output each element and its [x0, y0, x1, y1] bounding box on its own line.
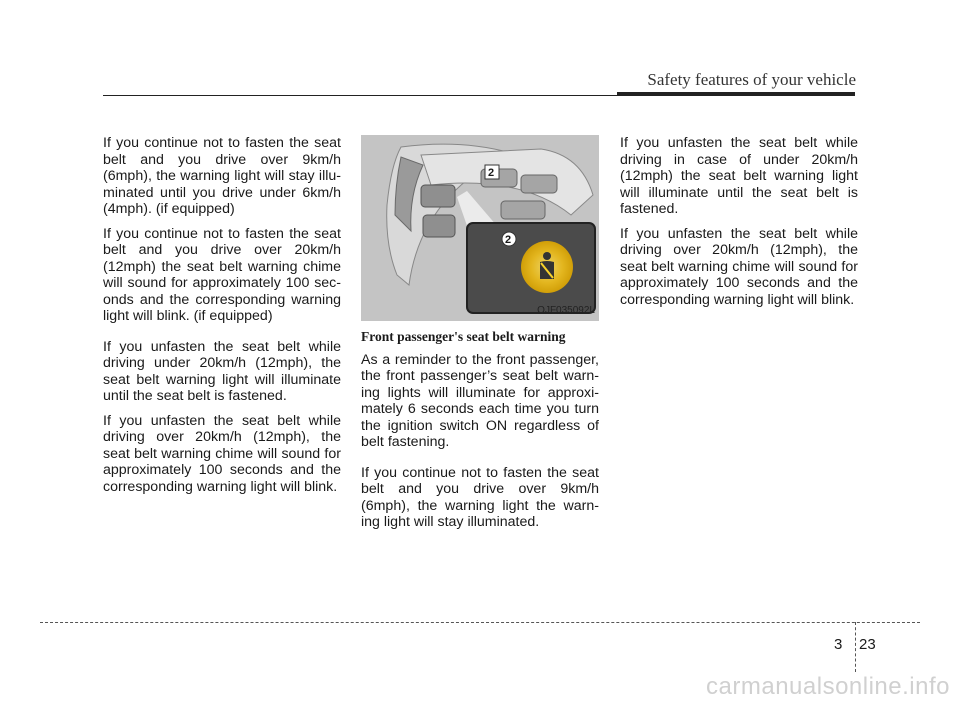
paragraph: If you continue not to fasten the seat belt and you drive over 20km/h (12mph) the seat belt warning chime will sound for approximately 100 sec- onds and the corresponding warning light will blink. (if equipped): [103, 225, 341, 324]
paragraph: If you unfasten the seat belt while driving over 20km/h (12mph), the seat belt warning chime will sound for approximately 100 seconds and the corresponding warning light will blink.: [103, 412, 341, 495]
paragraph: If you unfasten the seat belt while driving under 20km/h (12mph), the seat belt warning light will illuminate until the seat belt is fastened.: [103, 338, 341, 404]
figure-code: OJF035092L: [537, 304, 595, 316]
page-header-title: Safety features of your vehicle: [647, 70, 856, 89]
left-column: [103, 135, 341, 503]
figure-car-interior: [361, 135, 599, 321]
paragraph: If you continue not to fasten the seat belt and you drive over 9km/h (6mph), the warning light the warn- ing light will stay illuminated.: [361, 464, 599, 530]
paragraph: If you continue not to fasten the seat belt and you drive over 9km/h (6mph), the warning light will stay illu- minated until you drive under 6km/h (4mph). (if equipped): [103, 135, 341, 217]
watermark: carmanualsonline.info: [706, 673, 950, 700]
page-number: 23: [859, 636, 876, 653]
middle-column: [361, 135, 599, 539]
car-topview-illustration: [361, 135, 599, 321]
seat-number-label: 2: [488, 167, 495, 179]
section-heading: Front passenger's seat belt warning: [361, 329, 566, 344]
paragraph: If you unfasten the seat belt while driving in case of under 20km/h (12mph) the seat belt warning light will illuminate until the seat belt is fastened.: [620, 135, 858, 217]
paragraph: If you unfasten the seat belt while driving over 20km/h (12mph), the seat belt warning chime will sound for approximately 100 seconds and the corresponding warning light will blink.: [620, 225, 858, 308]
footer-divider: [855, 622, 856, 672]
paragraph: As a reminder to the front passenger, the front passenger’s seat belt warn- ing lights will illuminate for approxi- mately 6 seconds each time you turn the ignition switch ON regardless of belt fastening.: [361, 351, 599, 450]
warning-number-label: 2: [505, 234, 512, 246]
chapter-number: 3: [834, 636, 843, 653]
right-column: [620, 135, 858, 316]
header-rule-accent: [617, 92, 855, 96]
footer-rule: [40, 622, 920, 623]
seat-belt-warning-icon: [535, 251, 559, 281]
